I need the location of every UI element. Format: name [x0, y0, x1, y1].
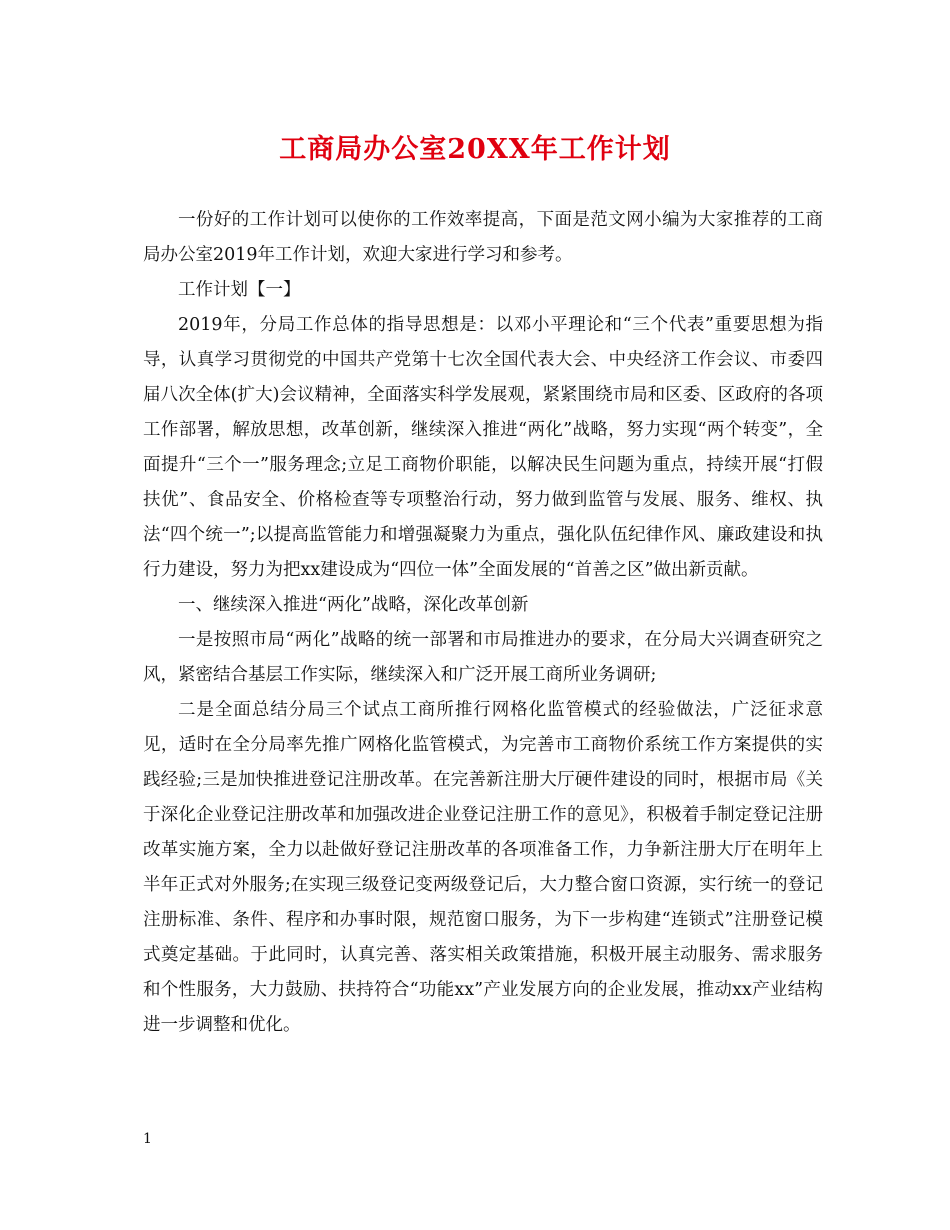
body-paragraph: 二是全面总结分局三个试点工商所推行网格化监管模式的经验做法，广泛征求意见，适时在全分局率先推广网格化监管模式，为完善市工商物价系统工作方案提供的实践经验;三是加快推进登记注册改革。在完善新注册大厅硬件建设的同时，根据市局《关于深化企业登记注册改革和加强改进企业登记注册工作的意见》，积极着手制定登记注册改革实施方案，全力以赴做好登记注册改革的各项准备工作，力争新注册大厅在明年上半年正式对外服务;在实现三级登记变两级登记后，大力整合窗口资源，实行统一的登记注册标准、条件、程序和办事时限，规范窗口服务，为下一步构建“连锁式”注册登记模式奠定基础。于此同时，认真完善、落实相关政策措施，积极开展主动服务、需求服务和个性服务，大力鼓励、扶持符合“功能xx”产业发展方向的企业发展，推动xx产业结构进一步调整和优化。	[143, 700, 823, 1035]
body-paragraph: 2019年，分局工作总体的指导思想是：以邓小平理论和“三个代表”重要思想为指导，认真学习贯彻党的中国共产党第十七次全国代表大会、中央经济工作会议、市委四届八次全体(扩大)会议精神，全面落实科学发展观，紧紧围绕市局和区委、区政府的各项工作部署，解放思想，改革创新，继续深入推进“两化”战略，努力实现“两个转变”，全面提升“三个一”服务理念;立足工商物价职能，以解决民生问题为重点，持续开展“打假扶优”、食品安全、价格检查等专项整治行动，努力做到监管与发展、服务、维权、执法“四个统一”;以提高监管能力和增强凝聚力为重点，强化队伍纪律作风、廉政建设和执行力建设，努力为把xx建设成为“四位一体”全面发展的“首善之区”做出新贡献。	[143, 315, 823, 580]
body-paragraph: 一份好的工作计划可以使你的工作效率提高，下面是范文网小编为大家推荐的工商局办公室2019年工作计划，欢迎大家进行学习和参考。	[143, 210, 823, 265]
page-number: 1	[143, 1131, 152, 1147]
section-heading: 一、继续深入推进“两化”战略，深化改革创新	[178, 595, 529, 615]
body-paragraph: 一是按照市局“两化”战略的统一部署和市局推进办的要求，在分局大兴调查研究之风，紧密结合基层工作实际，继续深入和广泛开展工商所业务调研;	[143, 630, 823, 685]
document-body	[143, 203, 823, 1043]
document-title: 工商局办公室20XX年工作计划	[279, 134, 671, 165]
section-heading: 工作计划【一】	[178, 280, 301, 300]
